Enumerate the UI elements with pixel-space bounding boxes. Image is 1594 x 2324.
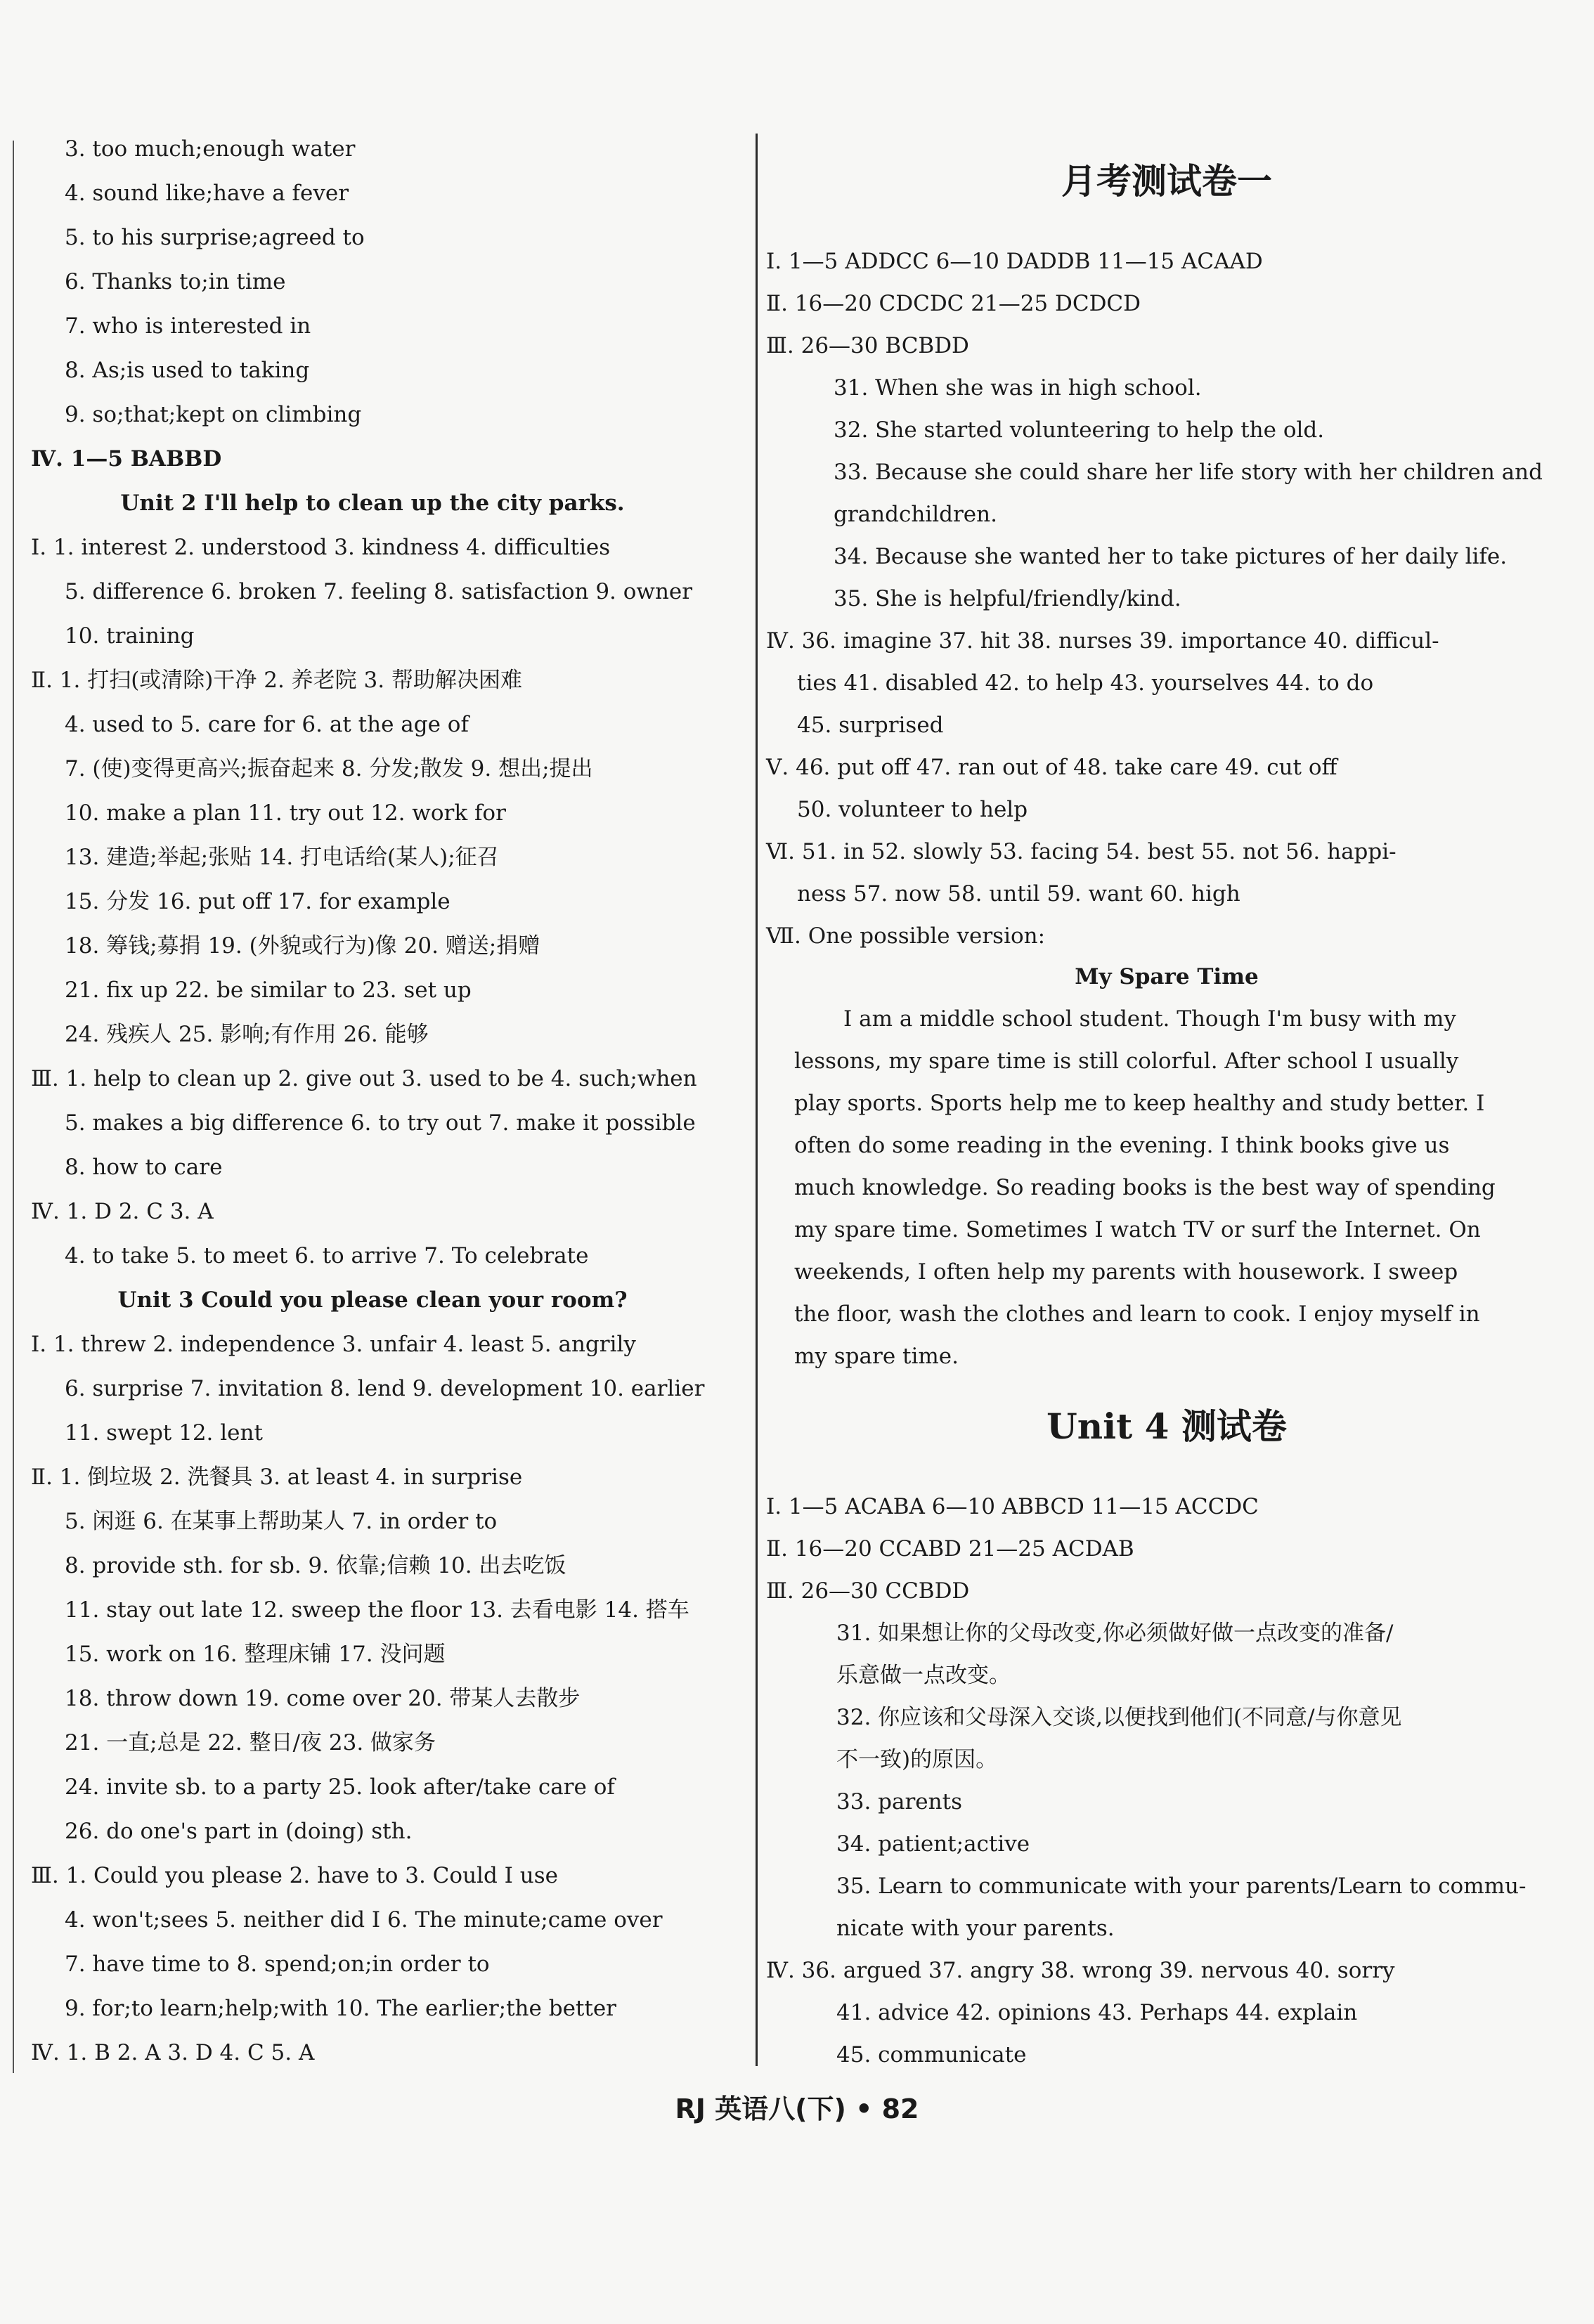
answer-line: 8. provide sth. for sb. 9. 依靠;信赖 10. 出去吃饭 (65, 1553, 566, 1578)
answer-line: 6. surprise 7. invitation 8. lend 9. development 10. earlier (65, 1376, 705, 1401)
answer-line: 15. work on 16. 整理床铺 17. 没问题 (65, 1642, 446, 1667)
answer-line: 18. throw down 19. come over 20. 带某人去散步 (65, 1686, 581, 1711)
unit-heading: Unit 3 Could you please clean your room? (117, 1287, 628, 1313)
answer-line: Ⅳ. 36. argued 37. angry 38. wrong 39. nervous 40. sorry (766, 1958, 1395, 1983)
answer-line: 21. fix up 22. be similar to 23. set up (65, 978, 472, 1003)
unit-heading: Unit 2 I'll help to clean up the city parks. (120, 491, 625, 516)
essay-line: I am a middle school student. Though I'm busy with my (843, 1006, 1456, 1032)
answer-line: nicate with your parents. (836, 1916, 1115, 1941)
answer-line: 7. have time to 8. spend;on;in order to (65, 1952, 490, 1977)
answer-line: 24. 残疾人 25. 影响;有作用 26. 能够 (65, 1022, 429, 1047)
answer-line: Ⅵ. 51. in 52. slowly 53. facing 54. best 55. not 56. happi- (766, 839, 1397, 864)
answer-line: 26. do one's part in (doing) sth. (65, 1819, 413, 1844)
answer-line: 32. She started volunteering to help the old. (834, 417, 1325, 443)
essay-line: play sports. Sports help me to keep healthy and study better. I (794, 1091, 1485, 1116)
answer-line: 8. how to care (65, 1155, 223, 1180)
answer-line: 4. sound like;have a fever (65, 181, 349, 206)
answer-line: ties 41. disabled 42. to help 43. yourselves 44. to do (797, 670, 1374, 696)
answer-line: Ⅲ. 1. Could you please 2. have to 3. Could I use (31, 1863, 558, 1888)
essay-line: lessons, my spare time is still colorful. After school I usually (794, 1049, 1459, 1074)
answer-line: 8. As;is used to taking (65, 358, 310, 383)
essay-line: the floor, wash the clothes and learn to cook. I enjoy myself in (794, 1301, 1480, 1327)
answer-line: Ⅱ. 1. 倒垃圾 2. 洗餐具 3. at least 4. in surprise (31, 1465, 523, 1490)
answer-line: 9. so;that;kept on climbing (65, 402, 362, 427)
answer-line: 10. training (65, 623, 195, 649)
answer-line: 33. Because she could share her life story with her children and (834, 460, 1543, 485)
answer-line: 4. to take 5. to meet 6. to arrive 7. To celebrate (65, 1243, 589, 1268)
answer-line: 9. for;to learn;help;with 10. The earlier;the better (65, 1996, 616, 2021)
answer-line: 31. When she was in high school. (834, 375, 1202, 401)
answer-line: Ⅳ. 1. D 2. C 3. A (31, 1199, 214, 1224)
answer-line: 35. She is helpful/friendly/kind. (834, 586, 1181, 611)
answer-line: 不一致)的原因。 (836, 1747, 998, 1772)
answer-line: 33. parents (836, 1789, 962, 1815)
answer-line: Ⅰ. 1—5 ADDCC 6—10 DADDB 11—15 ACAAD (766, 249, 1263, 274)
answer-line: Ⅲ. 1. help to clean up 2. give out 3. used to be 4. such;when (31, 1066, 697, 1091)
section-title-unit4-test: Unit 4 测试卷 (1047, 1406, 1287, 1447)
answer-line: 7. (使)变得更高兴;振奋起来 8. 分发;散发 9. 想出;提出 (65, 756, 593, 781)
answer-line: Ⅰ. 1. interest 2. understood 3. kindness 4. difficulties (31, 535, 611, 560)
answer-line: Ⅱ. 16—20 CCABD 21—25 ACDAB (766, 1536, 1134, 1562)
answer-line: 50. volunteer to help (797, 797, 1028, 822)
answer-line: Ⅳ. 1—5 BABBD (31, 446, 222, 472)
answer-line: 45. surprised (797, 713, 944, 738)
answer-line: 13. 建造;举起;张贴 14. 打电话给(某人);征召 (65, 845, 499, 870)
answer-line: grandchildren. (834, 502, 997, 527)
section-title-monthly-test: 月考测试卷一 (1061, 160, 1272, 202)
answer-line: 4. won't;sees 5. neither did I 6. The minute;came over (65, 1907, 663, 1933)
essay-line: my spare time. Sometimes I watch TV or surf the Internet. On (794, 1217, 1481, 1242)
essay-line: often do some reading in the evening. I think books give us (794, 1133, 1450, 1158)
answer-line: Ⅳ. 1. B 2. A 3. D 4. C 5. A (31, 2040, 315, 2065)
answer-line: 4. used to 5. care for 6. at the age of (65, 712, 469, 737)
answer-line: Ⅲ. 26—30 BCBDD (766, 333, 969, 358)
answer-line: 3. too much;enough water (65, 136, 356, 162)
answer-line: 34. patient;active (836, 1831, 1030, 1857)
answer-line: Ⅰ. 1—5 ACABA 6—10 ABBCD 11—15 ACCDC (766, 1494, 1259, 1519)
essay-line: much knowledge. So reading books is the best way of spending (794, 1175, 1496, 1200)
answer-line: 11. stay out late 12. sweep the floor 13. 去看电影 14. 搭车 (65, 1597, 689, 1623)
answer-line: 24. invite sb. to a party 25. look after/take care of (65, 1774, 615, 1800)
answer-line: 5. makes a big difference 6. to try out 7. make it possible (65, 1110, 696, 1136)
answer-line: 32. 你应该和父母深入交谈,以便找到他们(不同意/与你意见 (836, 1705, 1402, 1730)
page-edge-line (13, 141, 14, 2073)
answer-line: 15. 分发 16. put off 17. for example (65, 889, 451, 914)
answer-line: Ⅱ. 1. 打扫(或清除)干净 2. 养老院 3. 帮助解决困难 (31, 668, 522, 693)
essay-line: my spare time. (794, 1344, 959, 1369)
answer-line: ness 57. now 58. until 59. want 60. high (797, 881, 1240, 907)
answer-line: 21. 一直;总是 22. 整日/夜 23. 做家务 (65, 1730, 436, 1755)
answer-line: 41. advice 42. opinions 43. Perhaps 44. explain (836, 2000, 1358, 2025)
answer-line: 18. 筹钱;募捐 19. (外貌或行为)像 20. 赠送;捐赠 (65, 933, 540, 959)
essay-title: My Spare Time (1075, 964, 1259, 989)
answer-line: 34. Because she wanted her to take pictures of her daily life. (834, 544, 1508, 569)
answer-line: Ⅴ. 46. put off 47. ran out of 48. take care 49. cut off (766, 755, 1337, 780)
essay-line: weekends, I often help my parents with housework. I sweep (794, 1259, 1458, 1285)
answer-line: 5. difference 6. broken 7. feeling 8. satisfaction 9. owner (65, 579, 693, 604)
answer-line: Ⅲ. 26—30 CCBDD (766, 1578, 970, 1604)
answer-line: 35. Learn to communicate with your parents/Learn to commu- (836, 1874, 1527, 1899)
page-footer: RJ 英语八(下) • 82 (675, 2093, 919, 2124)
answer-line: Ⅳ. 36. imagine 37. hit 38. nurses 39. importance 40. difficul- (766, 628, 1439, 654)
answer-line: 5. to his surprise;agreed to (65, 225, 365, 250)
answer-line: Ⅶ. One possible version: (766, 923, 1046, 949)
answer-line: Ⅰ. 1. threw 2. independence 3. unfair 4. least 5. angrily (31, 1332, 636, 1357)
answer-line: 5. 闲逛 6. 在某事上帮助某人 7. in order to (65, 1509, 498, 1534)
answer-line: 乐意做一点改变。 (836, 1663, 1011, 1688)
answer-line: 11. swept 12. lent (65, 1420, 263, 1446)
answer-line: 31. 如果想让你的父母改变,你必须做好做一点改变的准备/ (836, 1621, 1394, 1646)
answer-line: 6. Thanks to;in time (65, 269, 286, 294)
answer-line: Ⅱ. 16—20 CDCDC 21—25 DCDCD (766, 291, 1141, 316)
answer-line: 45. communicate (836, 2042, 1027, 2067)
answer-line: 7. who is interested in (65, 313, 311, 339)
column-divider (756, 134, 758, 2066)
answer-line: 10. make a plan 11. try out 12. work for (65, 800, 506, 826)
